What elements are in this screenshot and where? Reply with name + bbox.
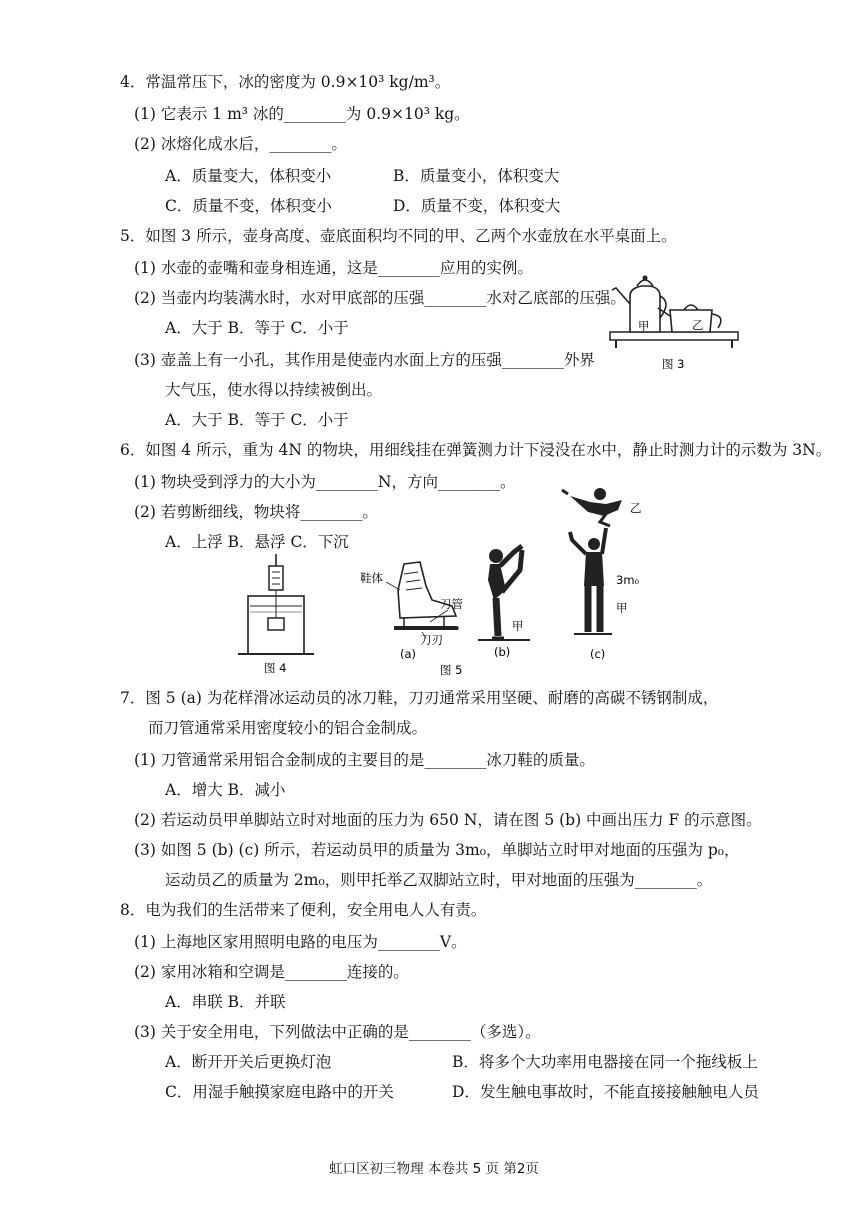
fig3-label-jia: 甲 xyxy=(638,319,650,333)
text-line-q8-3c: C．用湿手触摸家庭电路中的开关 xyxy=(165,1083,394,1101)
text-line-q8-3: (3) 关于安全用电，下列做法中正确的是________（多选）。 xyxy=(134,1023,541,1041)
text-line-q7-3: (3) 如图 5 (b) (c) 所示，若运动员甲的质量为 3m₀，单脚站立时甲对地面的压强为 p₀， xyxy=(134,841,740,859)
fig5-label-b: (b) xyxy=(494,645,511,659)
fig5-label-daoren: 刀刃 xyxy=(420,633,443,647)
text-line-q4-2a: A．质量变大，体积变小 xyxy=(165,167,332,185)
text-line-q5: 5．如图 3 所示，壶身高度、壶底面积均不同的甲、乙两个水壶放在水平桌面上。 xyxy=(120,227,677,245)
figure-5a xyxy=(360,560,470,660)
text-line-q6-2o: A．上浮 B．悬浮 C．下沉 xyxy=(165,533,349,551)
text-line-q8-3d: D．发生触电事故时，不能直接接触触电人员 xyxy=(452,1083,759,1101)
fig5-label-jia-c: 甲 xyxy=(616,601,628,615)
text-line-q8-3a: A．断开开关后更换灯泡 xyxy=(165,1053,332,1071)
text-line-q6-2: (2) 若剪断细线，物块将________。 xyxy=(134,503,378,521)
figure-3 xyxy=(600,266,745,376)
figure-4 xyxy=(236,552,316,680)
text-line-q8-1: (1) 上海地区家用照明电路的电压为________V。 xyxy=(134,933,467,951)
text-line-q4-2d: D．质量不变，体积变大 xyxy=(393,197,561,215)
page-footer: 虹口区初三物理 本卷共 5 页 第2页 xyxy=(329,1161,539,1177)
text-line-q5-2o: A．大于 B．等于 C．小于 xyxy=(165,319,349,337)
text-line-q7: 7．图 5 (a) 为花样滑冰运动员的冰刀鞋，刀刃通常采用坚硬、耐磨的高碳不锈钢制成， xyxy=(120,689,719,707)
fig5-label-c: (c) xyxy=(590,647,606,661)
text-line-q8-2: (2) 家用冰箱和空调是________连接的。 xyxy=(134,963,409,981)
text-line-q5-2: (2) 当壶内均装满水时，水对甲底部的压强________水对乙底部的压强。 xyxy=(134,289,626,307)
text-line-q8: 8．电为我们的生活带来了便利，安全用电人人有责。 xyxy=(120,901,487,919)
text-line-q7b: 而刀管通常采用密度较小的铝合金制成。 xyxy=(148,719,428,737)
fig5-label-a: (a) xyxy=(400,647,417,661)
fig5-label-yi: 乙 xyxy=(630,501,642,515)
text-line-q4-1: (1) 它表示 1 m³ 冰的________为 0.9×10³ kg。 xyxy=(134,105,470,123)
text-line-q4-2: (2) 冰熔化成水后，________。 xyxy=(134,135,347,153)
text-line-q4: 4．常温常压下，冰的密度为 0.9×10³ kg/m³。 xyxy=(120,73,451,91)
fig3-label-yi: 乙 xyxy=(692,318,704,332)
text-line-q5-3: (3) 壶盖上有一小孔，其作用是使壶内水面上方的压强________外界 xyxy=(134,351,595,369)
fig5-caption: 图 5 xyxy=(440,663,463,677)
text-line-q7-2: (2) 若运动员甲单脚站立时对地面的压力为 650 N，请在图 5 (b) 中画出压力 F 的示意图。 xyxy=(134,811,762,829)
text-line-q5-3b: 大气压，使水得以持续被倒出。 xyxy=(165,381,383,399)
text-line-q4-2b: B．质量变小，体积变大 xyxy=(393,167,560,185)
fig5-label-m0: 3m₀ xyxy=(616,573,640,587)
text-line-q7-1o: A．增大 B．减小 xyxy=(165,781,286,799)
fig5-label-jia-b: 甲 xyxy=(512,619,524,633)
text-line-q6-1: (1) 物块受到浮力的大小为________N，方向________。 xyxy=(134,473,516,491)
fig3-caption: 图 3 xyxy=(662,357,685,371)
text-line-q7-3b: 运动员乙的质量为 2m₀，则甲托举乙双脚站立时，甲对地面的压强为________。 xyxy=(165,871,713,889)
text-line-q6: 6．如图 4 所示，重为 4N 的物块，用细线挂在弹簧测力计下浸没在水中，静止时测力计的示数为 3N。 xyxy=(120,441,832,459)
text-line-q8-3b: B．将多个大功率用电器接在同一个拖线板上 xyxy=(452,1053,758,1071)
text-line-q4-2c: C．质量不变，体积变小 xyxy=(165,197,332,215)
fig5-label-daoguan: 刀管 xyxy=(440,597,463,611)
text-line-q7-1: (1) 刀管通常采用铝合金制成的主要目的是________冰刀鞋的质量。 xyxy=(134,751,595,769)
text-line-q8-2o: A．串联 B．并联 xyxy=(165,993,286,1011)
text-line-q5-3o: A．大于 B．等于 C．小于 xyxy=(165,411,349,429)
fig5-label-xieti: 鞋体 xyxy=(360,571,383,585)
figure-5c xyxy=(560,482,660,664)
text-line-q5-1: (1) 水壶的壶嘴和壶身相连通，这是________应用的实例。 xyxy=(134,259,533,277)
fig4-caption: 图 4 xyxy=(264,661,287,675)
